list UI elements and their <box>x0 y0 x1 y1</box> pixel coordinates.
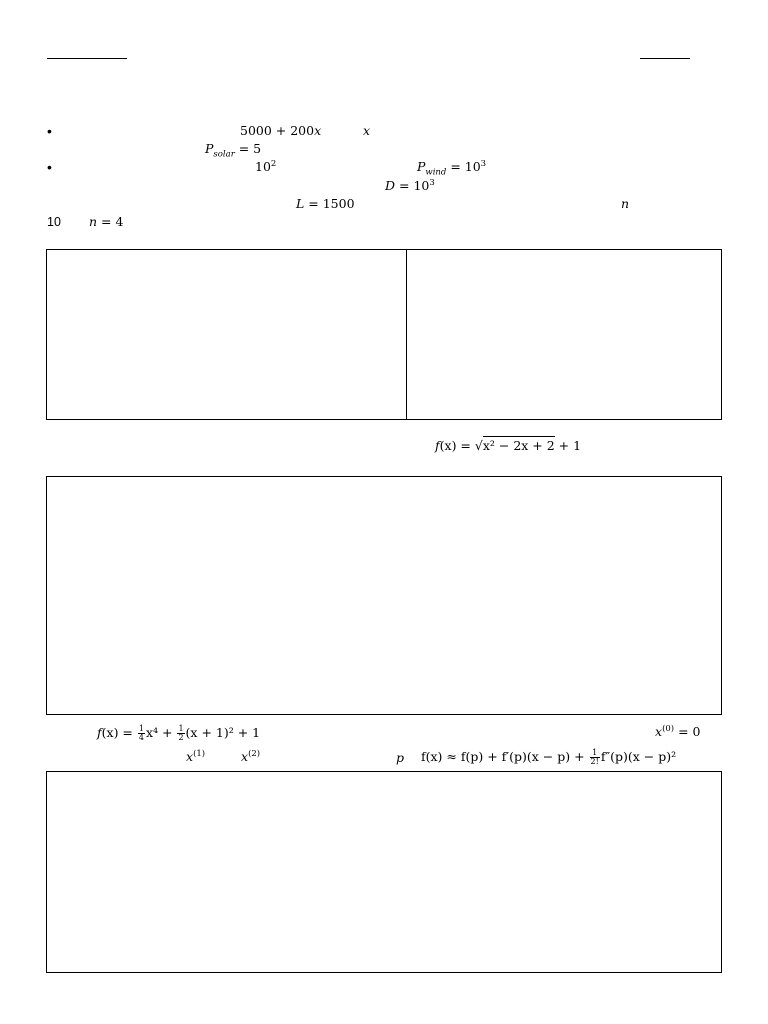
p-wind-expression: $P_{wind} = 10^3$ <box>417 158 487 178</box>
problem-2-function: f(x) = √x² − 2x + 2 + 1 <box>435 438 582 453</box>
answer-box-3[interactable] <box>46 771 722 973</box>
header-left-rule <box>47 58 127 59</box>
cost-expression: 5000 + 200x <box>240 123 322 138</box>
header-right-rule <box>640 58 690 59</box>
variable-x: x <box>363 123 371 138</box>
answer-box-1[interactable] <box>46 249 722 420</box>
problem-3-function: f(x) = $\frac{1}{4}$ x⁴ + $\frac{1}{2}$ (x + 1)² + 1 <box>97 724 261 742</box>
answer-box-1-divider <box>406 249 407 420</box>
iterate-2: $x^{(2)}$ <box>241 748 261 764</box>
l-expression: L = 1500 <box>296 196 355 211</box>
initial-guess: $x^{(0)} = 0$ <box>655 723 701 739</box>
n-variable: n <box>621 196 630 211</box>
n-equals-4: n = 4 <box>89 214 124 229</box>
taylor-expansion: f(x) ≈ f(p) + f′(p)(x − p) + $\frac{1}{2!}$ f″(p)(x − p)² <box>421 748 677 766</box>
iterate-1: $x^{(1)}$ <box>186 748 206 764</box>
d-expression: $D = 10^3$ <box>385 177 435 193</box>
p-solar-expression: $P_{solar} = 5$ <box>205 141 262 160</box>
point-p: p <box>396 750 405 765</box>
bullet-2: • <box>47 159 52 175</box>
bullet-1: • <box>47 123 52 139</box>
ten-squared: $10^2$ <box>255 158 277 174</box>
ten-label: 10 <box>47 215 61 229</box>
answer-box-2[interactable] <box>46 476 722 715</box>
